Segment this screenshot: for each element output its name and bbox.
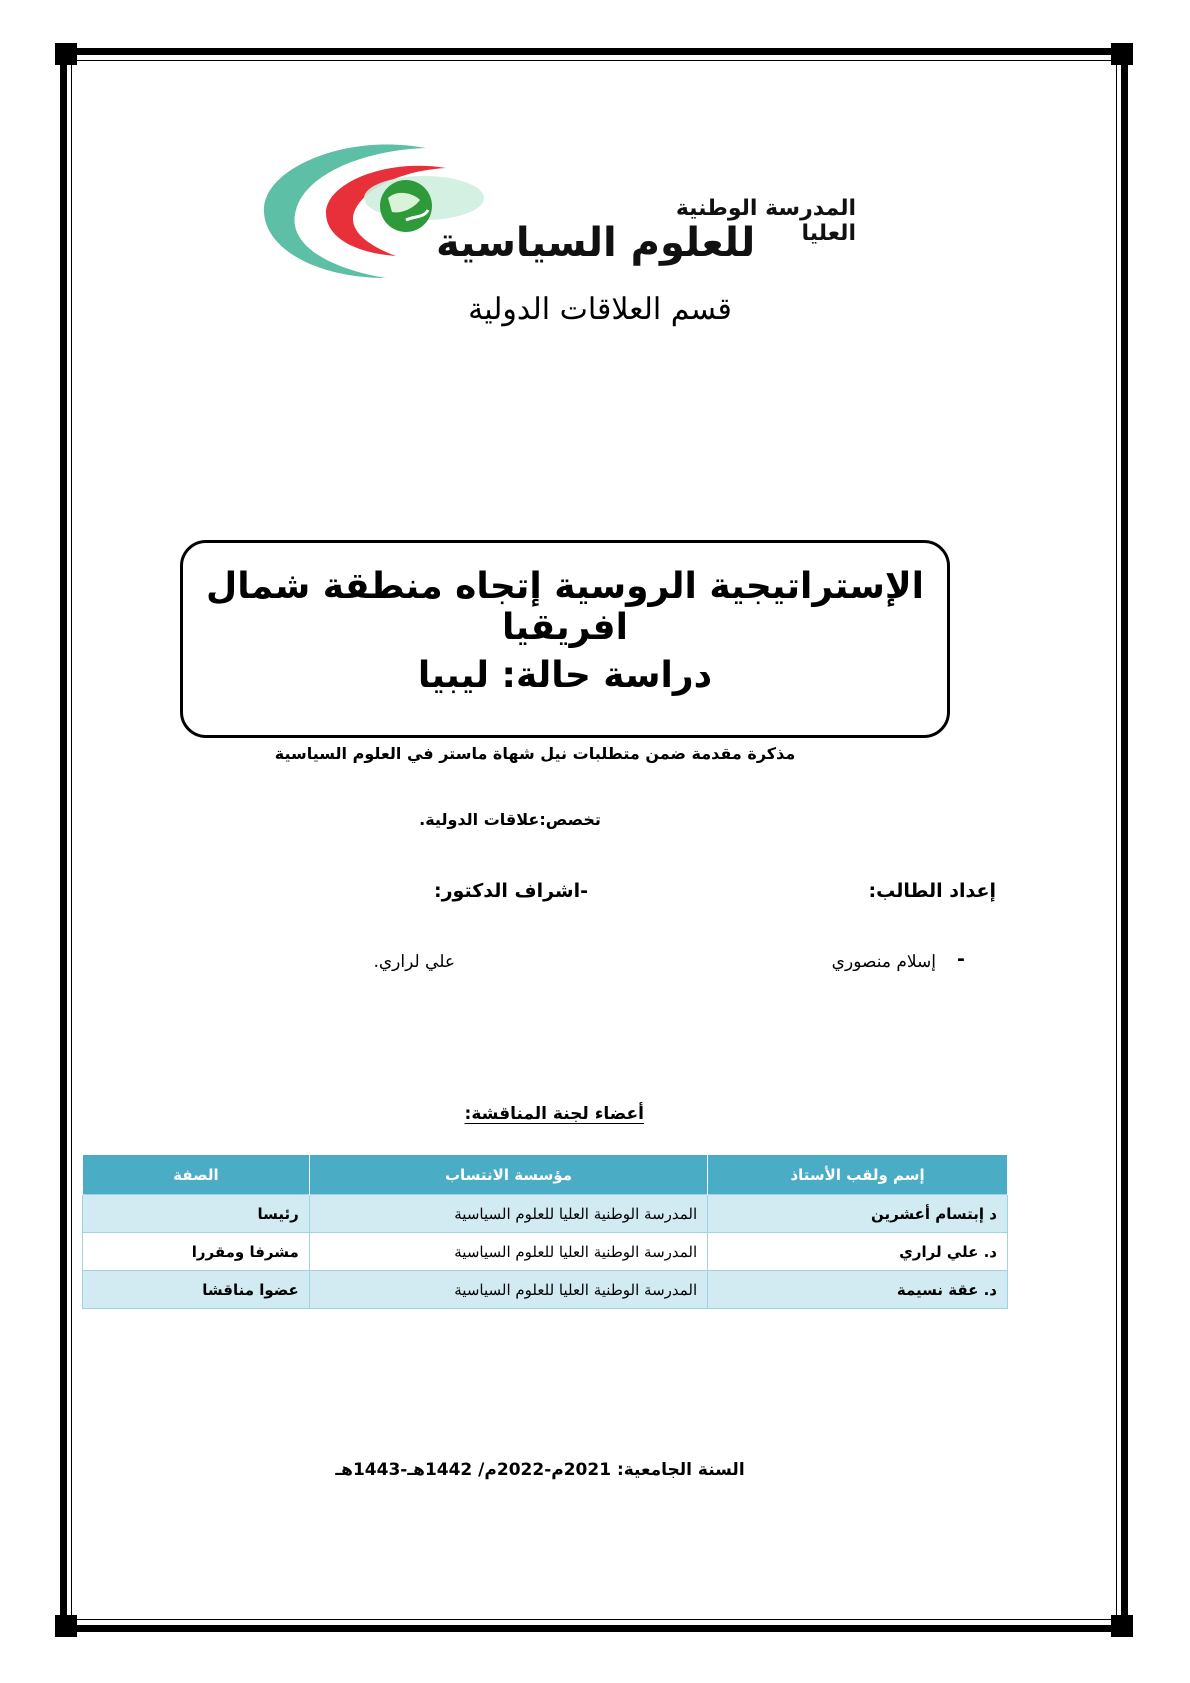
academic-year: السنة الجامعية: 2021م-2022م/ 1442هـ-1443هـ xyxy=(335,1460,745,1480)
committee-title xyxy=(430,1104,644,1124)
thesis-subtitle: دراسة حالة: ليبيا xyxy=(417,655,713,696)
frame-corner xyxy=(1111,1615,1133,1637)
specialty: تخصص:علاقات الدولية. xyxy=(419,810,601,829)
thesis-title: الإستراتيجية الروسية إتجاه منطقة شمال افريقيا xyxy=(205,566,924,648)
frame-corner xyxy=(1111,43,1133,65)
jury-name: د. عقة نسيمة xyxy=(708,1271,1008,1309)
header-name: إسم ولقب الأستاذ xyxy=(708,1155,1008,1195)
jury-role: عضوا مناقشا xyxy=(83,1271,310,1309)
logo-text-line2: للعلوم السياسية xyxy=(436,220,756,266)
table-header-row xyxy=(83,1155,1008,1195)
committee-title-text: أعضاء لجنة المناقشة: xyxy=(464,1104,644,1124)
frame-corner xyxy=(55,43,77,65)
jury-institution: المدرسة الوطنية العليا للعلوم السياسية xyxy=(309,1271,707,1309)
supervisor-name: علي لراري. xyxy=(373,952,455,972)
table-row xyxy=(83,1233,1008,1271)
jury-name: د. علي لراري xyxy=(708,1233,1008,1271)
jury-role: رئيسا xyxy=(83,1195,310,1233)
student-name: إسلام منصوري xyxy=(831,952,936,972)
jury-name: د إبتسام أعشرين xyxy=(708,1195,1008,1233)
header-institution: مؤسسة الانتساب xyxy=(309,1155,707,1195)
school-logo xyxy=(256,128,856,288)
frame-corner xyxy=(55,1615,77,1637)
logo-text-line1: المدرسة الوطنية العليا xyxy=(675,196,856,246)
jury-role: مشرفا ومقررا xyxy=(83,1233,310,1271)
jury-institution: المدرسة الوطنية العليا للعلوم السياسية xyxy=(309,1233,707,1271)
table-row xyxy=(83,1271,1008,1309)
prepared-by-label: إعداد الطالب: xyxy=(868,880,996,902)
student-list-dash: - xyxy=(957,948,965,970)
supervisor-label: -اشراف الدكتور: xyxy=(434,880,588,902)
table-row xyxy=(83,1195,1008,1233)
header-role: الصفة xyxy=(83,1155,310,1195)
jury-table xyxy=(82,1155,1008,1309)
department-name: قسم العلاقات الدولية xyxy=(468,292,732,327)
jury-institution: المدرسة الوطنية العليا للعلوم السياسية xyxy=(309,1195,707,1233)
memo-description: مذكرة مقدمة ضمن متطلبات نيل شهاة ماستر في العلوم السياسية xyxy=(274,744,796,763)
